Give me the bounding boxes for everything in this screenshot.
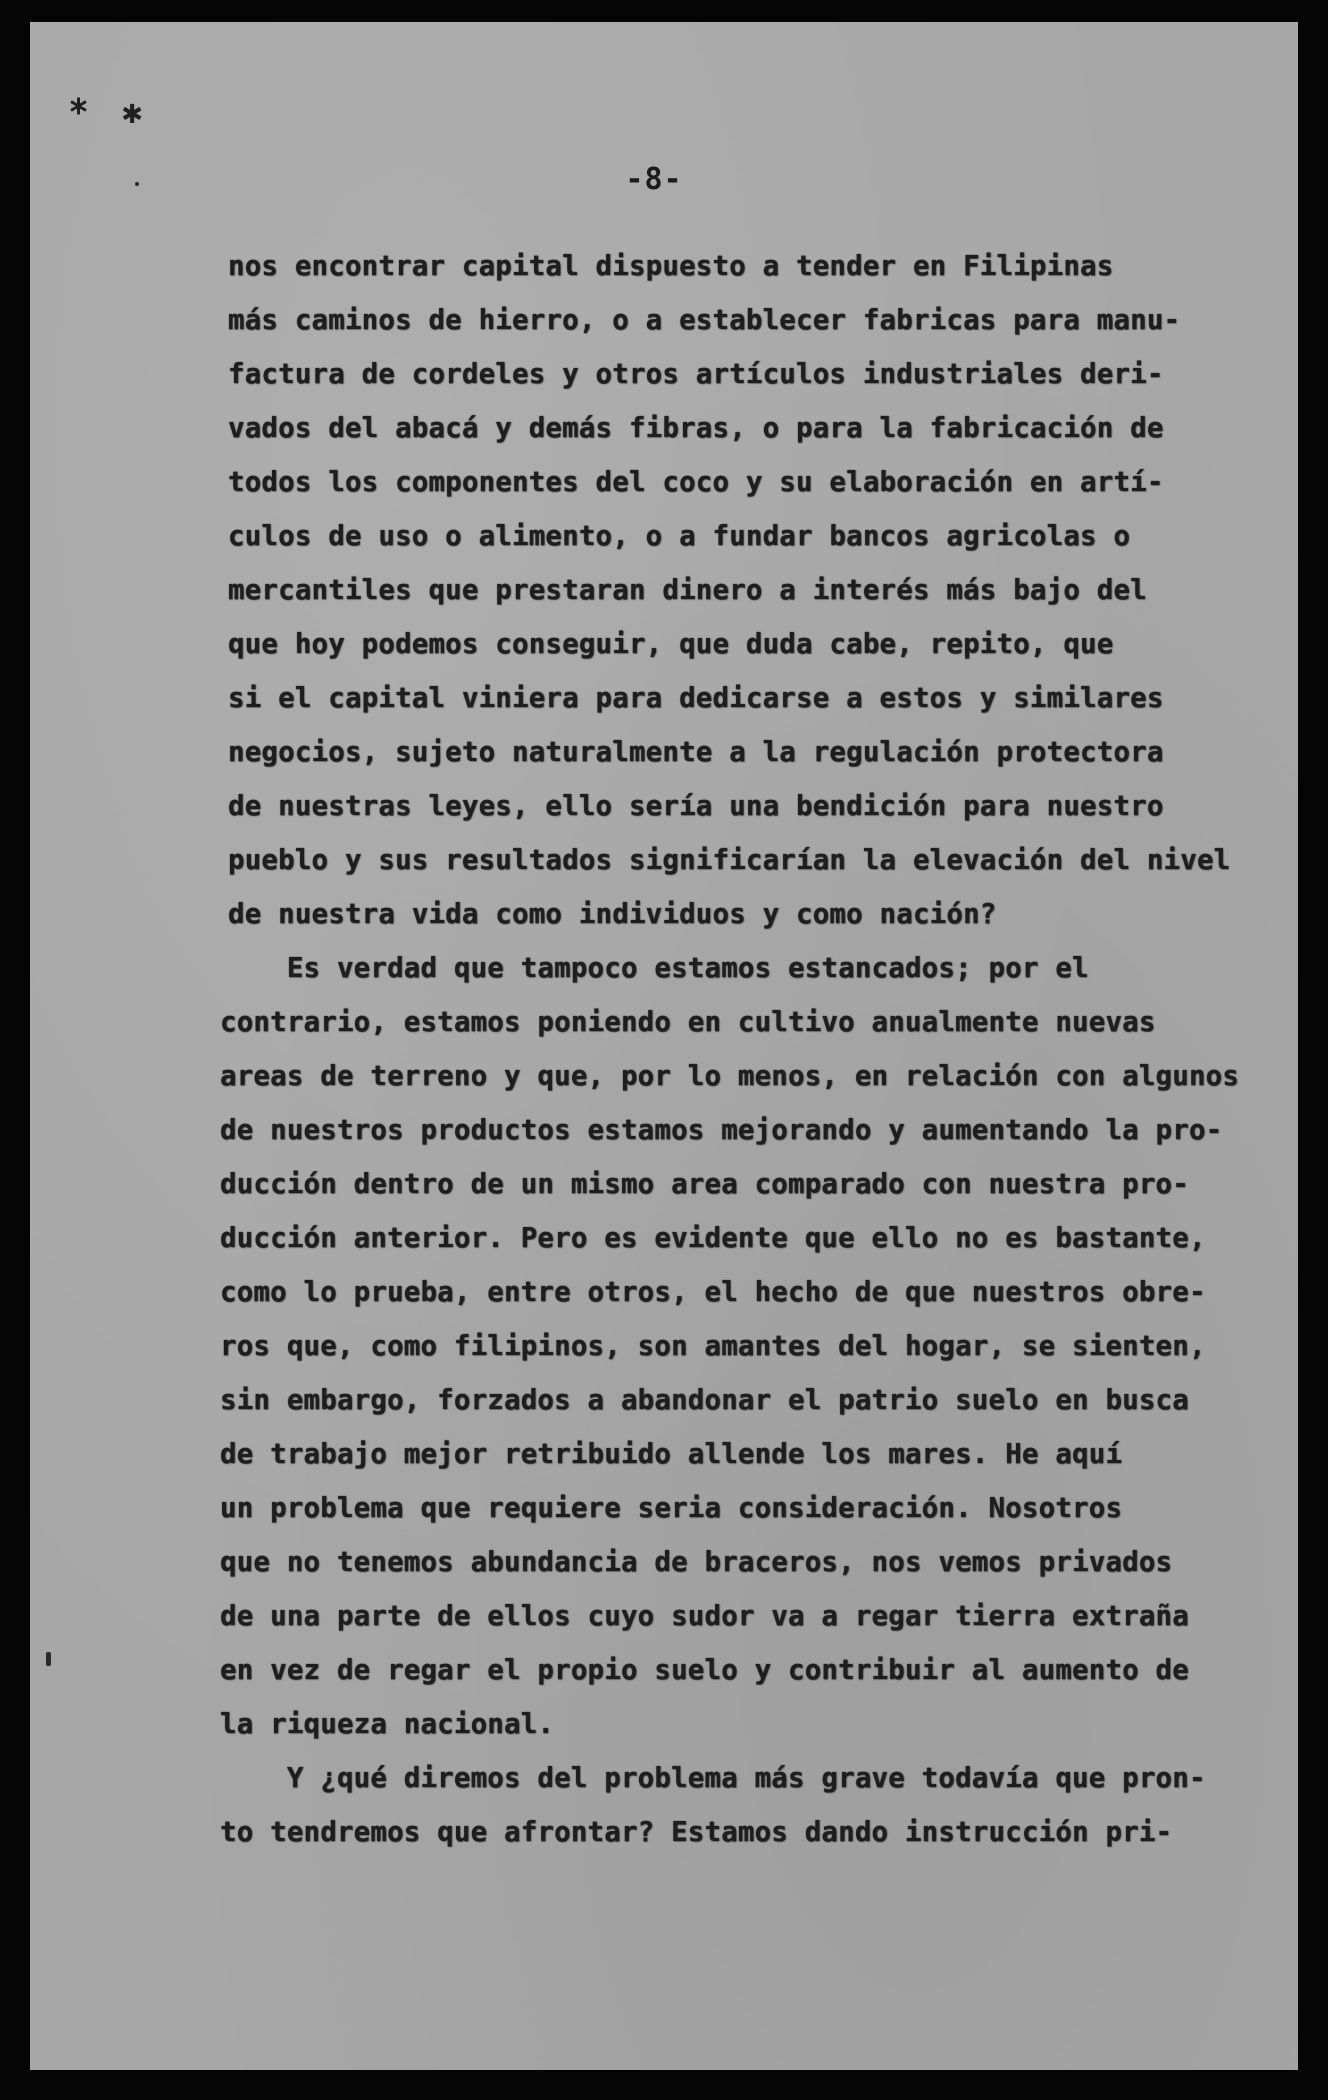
text-line: si el capital viniera para dedicarse a estos y similares <box>228 682 1164 714</box>
text-line: como lo prueba, entre otros, el hecho de que nuestros obre- <box>220 1276 1206 1308</box>
text-line: la riqueza nacional. <box>220 1708 555 1740</box>
text-line: un problema que requiere seria consideración. Nosotros <box>220 1492 1123 1524</box>
text-line: que hoy podemos conseguir, que duda cabe, repito, que <box>228 628 1114 660</box>
text-line: de nuestra vida como individuos y como nación? <box>228 898 997 930</box>
text-line: vados del abacá y demás fibras, o para la fabricación de <box>228 412 1164 444</box>
text-line: mercantiles que prestaran dinero a interés más bajo del <box>228 574 1147 606</box>
text-line: que no tenemos abundancia de braceros, nos vemos privados <box>220 1546 1173 1578</box>
text-line: ducción dentro de un mismo area comparado con nuestra pro- <box>220 1168 1189 1200</box>
text-line: de nuestras leyes, ello sería una bendición para nuestro <box>228 790 1164 822</box>
text-line: factura de cordeles y otros artículos industriales deri- <box>228 358 1164 390</box>
text-line: contrario, estamos poniendo en cultivo anualmente nuevas <box>220 1006 1156 1038</box>
text-line: pueblo y sus resultados significarían la elevación del nivel <box>228 844 1231 876</box>
text-line: todos los componentes del coco y su elaboración en artí- <box>228 466 1164 498</box>
document-page <box>30 22 1298 2070</box>
text-line: areas de terreno y que, por lo menos, en relación con algunos <box>220 1060 1240 1092</box>
text-line: Y ¿qué diremos del problema más grave todavía que pron- <box>220 1762 1206 1794</box>
ink-smudge-mark: ✱ <box>122 92 143 132</box>
text-line: de una parte de ellos cuyo sudor va a regar tierra extraña <box>220 1600 1189 1632</box>
text-line: en vez de regar el propio suelo y contribuir al aumento de <box>220 1654 1189 1686</box>
ink-smudge-mark: ⁎ <box>70 82 87 122</box>
text-line: más caminos de hierro, o a establecer fabricas para manu- <box>228 304 1181 336</box>
text-line: culos de uso o alimento, o a fundar bancos agricolas o <box>228 520 1131 552</box>
text-line: sin embargo, forzados a abandonar el patrio suelo en busca <box>220 1384 1189 1416</box>
text-line: nos encontrar capital dispuesto a tender en Filipinas <box>228 250 1114 282</box>
text-line: negocios, sujeto naturalmente a la regulación protectora <box>228 736 1164 768</box>
page-number: -8- <box>625 162 683 197</box>
text-line: ros que, como filipinos, son amantes del hogar, se sienten, <box>220 1330 1206 1362</box>
text-line: ducción anterior. Pero es evidente que ello no es bastante, <box>220 1222 1206 1254</box>
text-line: to tendremos que afrontar? Estamos dando instrucción pri- <box>220 1816 1173 1848</box>
text-line: de trabajo mejor retribuido allende los mares. He aquí <box>220 1438 1123 1470</box>
scan-speck <box>46 1652 51 1666</box>
text-line: Es verdad que tampoco estamos estancados; por el <box>220 952 1089 984</box>
text-line: de nuestros productos estamos mejorando y aumentando la pro- <box>220 1114 1223 1146</box>
